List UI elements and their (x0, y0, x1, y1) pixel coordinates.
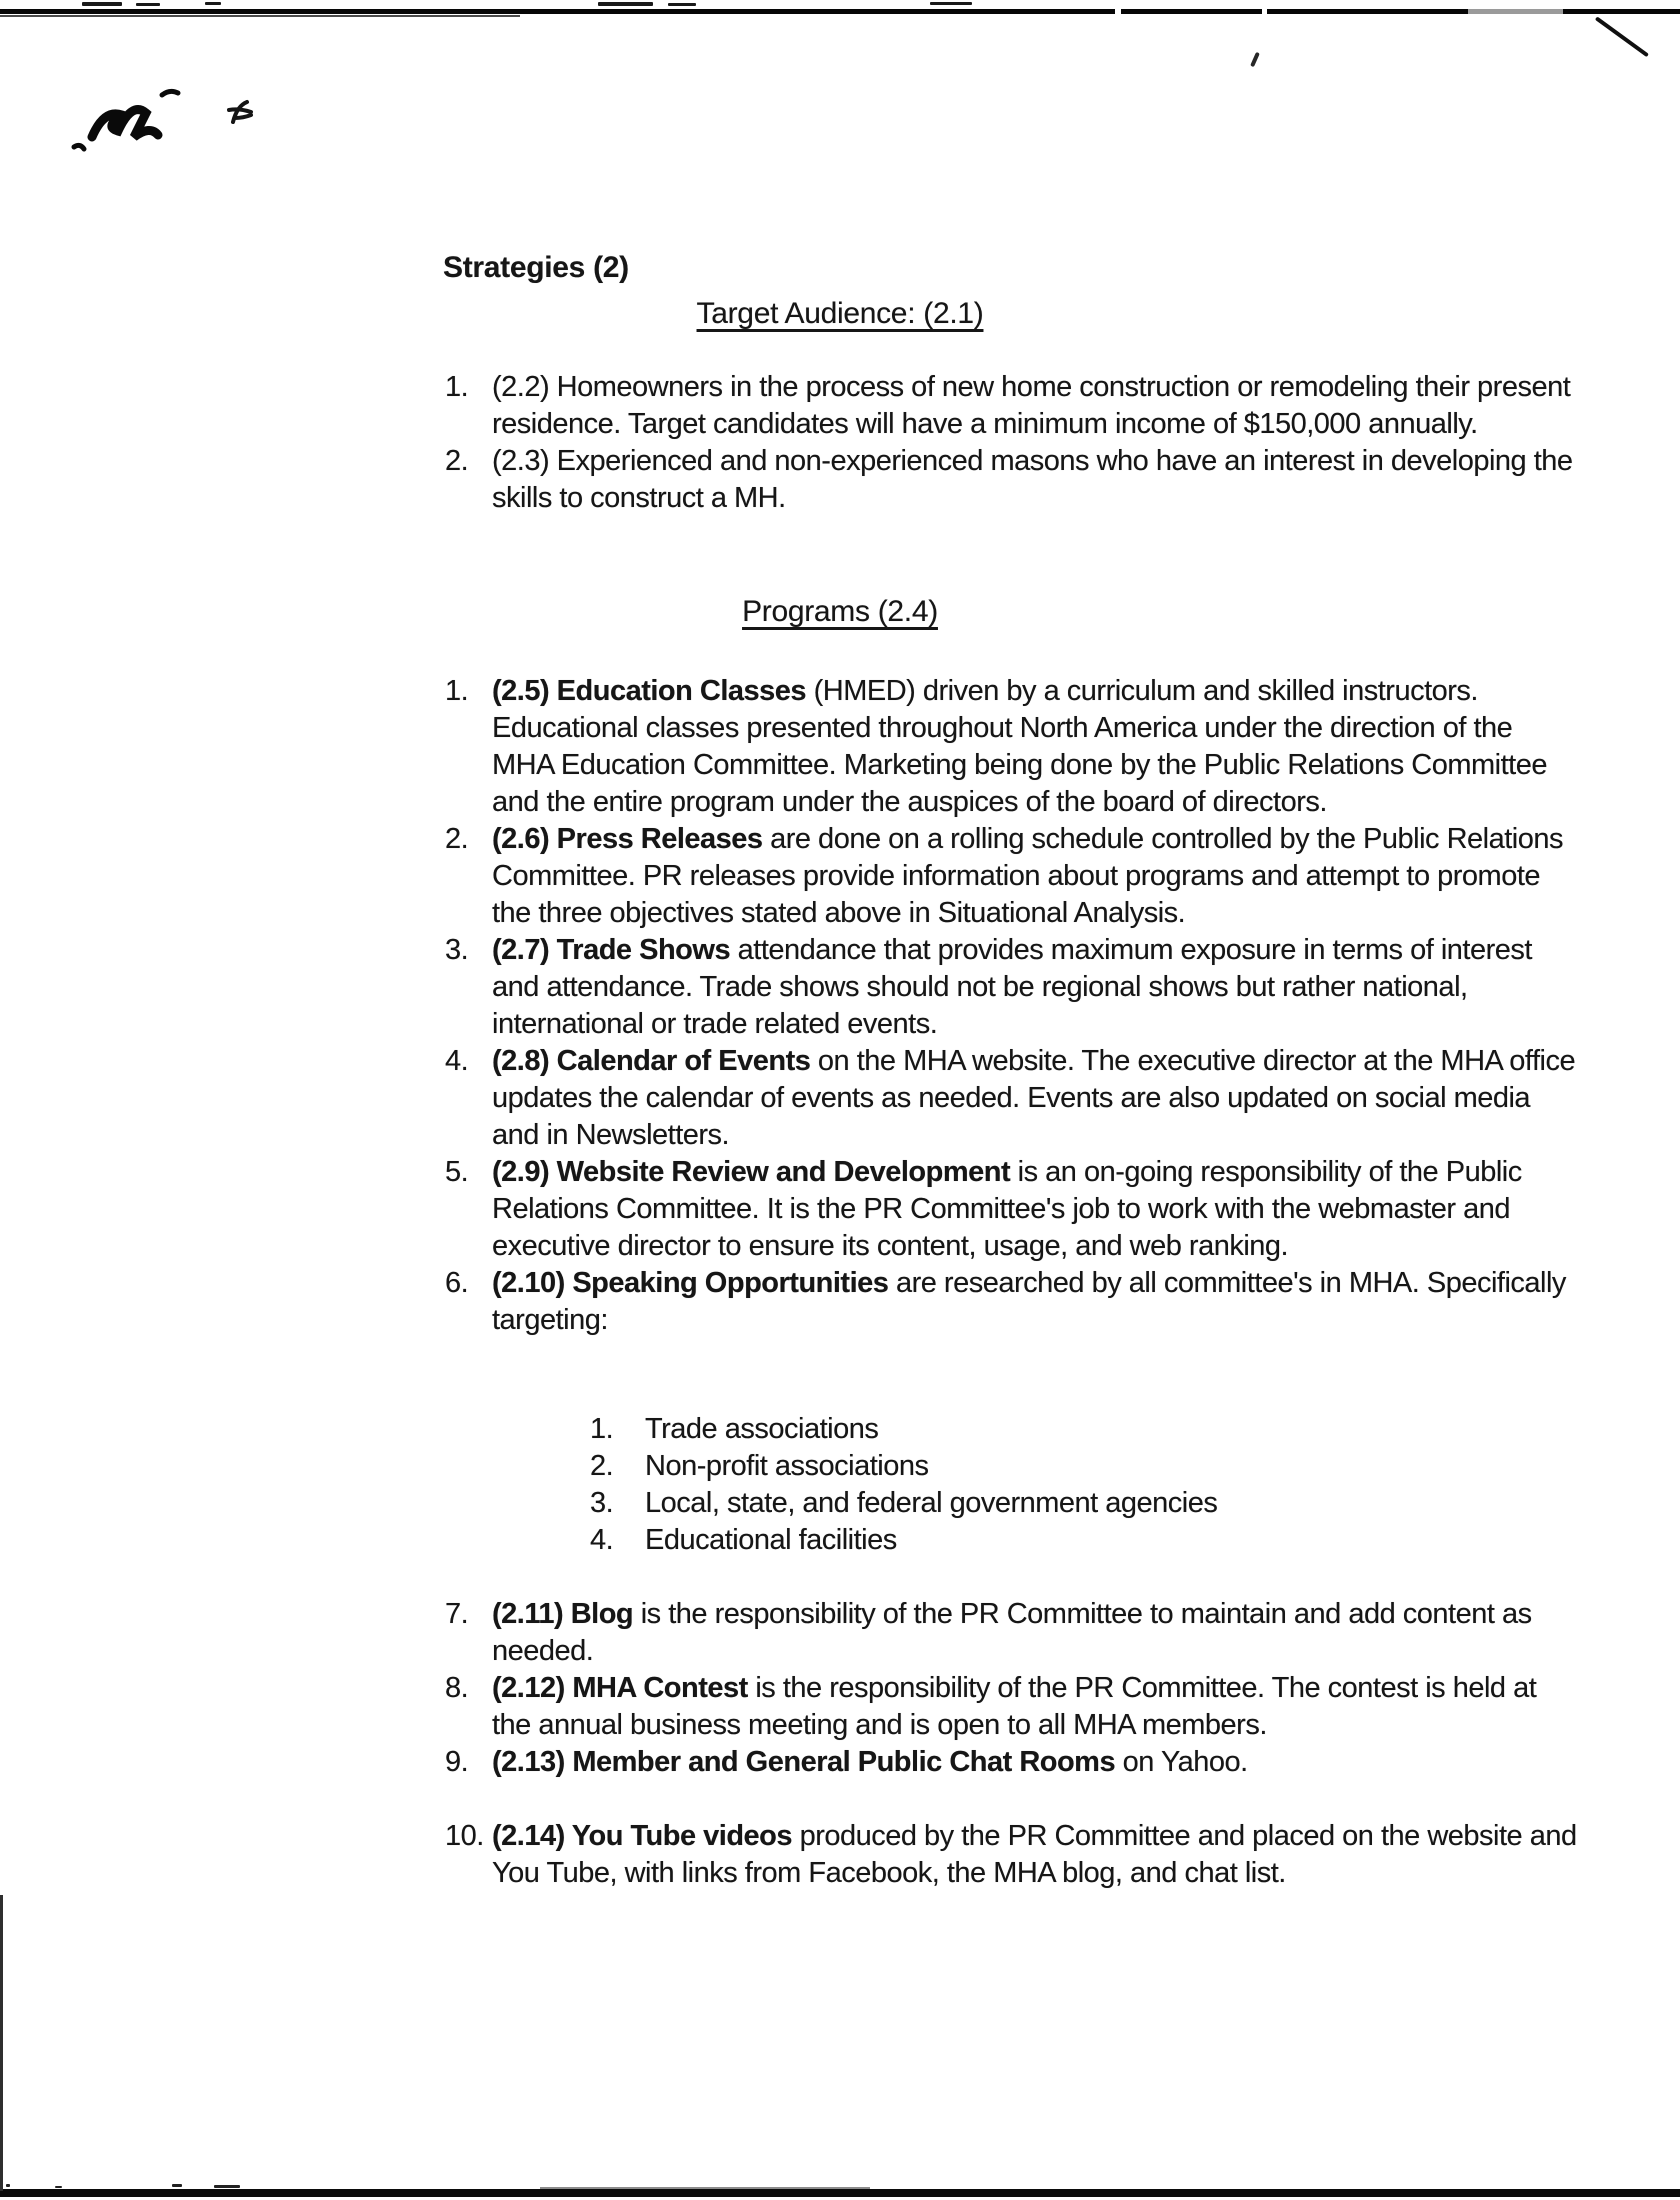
scan-artifact-dash (668, 3, 696, 6)
item-number: 2. (445, 445, 469, 477)
scan-speck (55, 2186, 62, 2188)
item-number: 7. (445, 1598, 469, 1630)
item-text: Non-profit associations (645, 1450, 929, 1482)
item-text: (2.6) Press Releases are done on a rolling schedule controlled by the Public Relations Committee. PR releases provide information about programs and attempt to promote the three objectives stated above in Situational Analysis. (492, 823, 1563, 929)
list-item (445, 1043, 1582, 1154)
item-text: (2.10) Speaking Opportunities are researched by all committee's in MHA. Specifically targeting: (492, 1267, 1566, 1336)
speaking-opportunities-sublist (590, 1411, 1490, 1559)
item-text: (2.9) Website Review and Development is an on-going responsibility of the Public Relations Committee. It is the PR Committee's job to work with the webmaster and executive director to ensure its content, usage, and web ranking. (492, 1156, 1522, 1262)
scan-speck (6, 2184, 10, 2187)
item-text: (2.2) Homeowners in the process of new home construction or remodeling their present residence. Target candidates will have a minimum income of $150,000 annually. (492, 371, 1571, 440)
item-number: 2. (590, 1450, 614, 1482)
item-number: 10. (445, 1820, 484, 1852)
programs-list-continued (445, 1596, 1582, 1781)
section-heading-programs-text: Programs (2.4) (742, 595, 938, 628)
section-heading-target-audience (0, 295, 1680, 332)
sublist-item (590, 1485, 1490, 1522)
list-item (445, 1670, 1582, 1744)
item-text: (2.11) Blog is the responsibility of the PR Committee to maintain and add content as needed. (492, 1598, 1532, 1667)
list-item (445, 443, 1582, 517)
item-number: 4. (445, 1045, 469, 1077)
scan-artifact-bottom-edge-line (0, 2189, 1680, 2197)
item-text: Local, state, and federal government agencies (645, 1487, 1218, 1519)
scan-artifact-top-edge-faded (1468, 9, 1563, 14)
item-number: 9. (445, 1746, 469, 1778)
item-text: (2.8) Calendar of Events on the MHA website. The executive director at the MHA office updates the calendar of events as needed. Events are also updated on social media and in Newsletters. (492, 1045, 1576, 1151)
programs-list (445, 673, 1582, 1339)
item-text: (2.5) Education Classes (HMED) driven by a curriculum and skilled instructors. Educational classes presented throughout North America under the direction of the MHA Education Committee. Marketing being done by the Public Relations Committee and the entire program under the auspices of the board of directors. (492, 675, 1547, 818)
list-item (445, 1154, 1582, 1265)
item-number: 3. (445, 934, 469, 966)
item-number: 3. (590, 1487, 614, 1519)
scan-artifact-dash (136, 3, 160, 6)
item-text: (2.3) Experienced and non-experienced masons who have an interest in developing the skills to construct a MH. (492, 445, 1573, 514)
scan-artifact-top-edge-line (0, 9, 1680, 14)
ink-scribble-mark (70, 85, 200, 165)
sublist-item (590, 1448, 1490, 1485)
scan-artifact-notch (1262, 8, 1267, 15)
scan-artifact-top-edge-subline (0, 15, 520, 17)
section-heading-target-audience-text: Target Audience: (2.1) (696, 297, 984, 330)
ink-small-mark (225, 96, 259, 130)
item-number: 1. (445, 675, 469, 707)
scan-artifact-dash (205, 2, 221, 5)
pen-tick-mark (1250, 52, 1260, 67)
list-item (445, 1265, 1582, 1339)
item-text: (2.14) You Tube videos produced by the PR Committee and placed on the website and You Tube, with links from Facebook, the MHA blog, and chat list. (492, 1820, 1577, 1889)
scan-speck (214, 2185, 240, 2188)
list-item (445, 821, 1582, 932)
programs-list-item-10 (445, 1818, 1582, 1892)
list-item (445, 369, 1582, 443)
list-item (445, 932, 1582, 1043)
scan-speck (172, 2184, 182, 2187)
pen-stroke-top-right (1595, 16, 1649, 57)
item-text: Trade associations (645, 1413, 879, 1445)
scan-artifact-dash (930, 2, 972, 5)
item-number: 6. (445, 1267, 469, 1299)
scan-artifact-notch (1115, 8, 1121, 15)
document-title: Strategies (2) (443, 251, 629, 284)
item-number: 1. (590, 1413, 614, 1445)
item-number: 1. (445, 371, 469, 403)
scan-artifact-dash (598, 2, 653, 6)
item-text: (2.13) Member and General Public Chat Rooms on Yahoo. (492, 1746, 1248, 1778)
section-heading-programs (0, 593, 1680, 630)
scan-artifact-dash (82, 2, 122, 6)
item-text: (2.12) MHA Contest is the responsibility of the PR Committee. The contest is held at the annual business meeting and is open to all MHA members. (492, 1672, 1537, 1741)
scan-artifact-left-edge-line (0, 1895, 3, 2191)
item-number: 4. (590, 1524, 614, 1556)
item-text: Educational facilities (645, 1524, 897, 1556)
item-text: (2.7) Trade Shows attendance that provides maximum exposure in terms of interest and attendance. Trade shows should not be regional shows but rather national, international or trade related events. (492, 934, 1532, 1040)
sublist-item (590, 1522, 1490, 1559)
item-number: 5. (445, 1156, 469, 1188)
list-item (445, 1818, 1582, 1892)
sublist-item (590, 1411, 1490, 1448)
list-item (445, 1596, 1582, 1670)
list-item (445, 673, 1582, 821)
list-item (445, 1744, 1582, 1781)
item-number: 8. (445, 1672, 469, 1704)
target-audience-list (445, 369, 1582, 517)
scan-artifact-bottom-edge-faded (540, 2187, 870, 2189)
item-number: 2. (445, 823, 469, 855)
